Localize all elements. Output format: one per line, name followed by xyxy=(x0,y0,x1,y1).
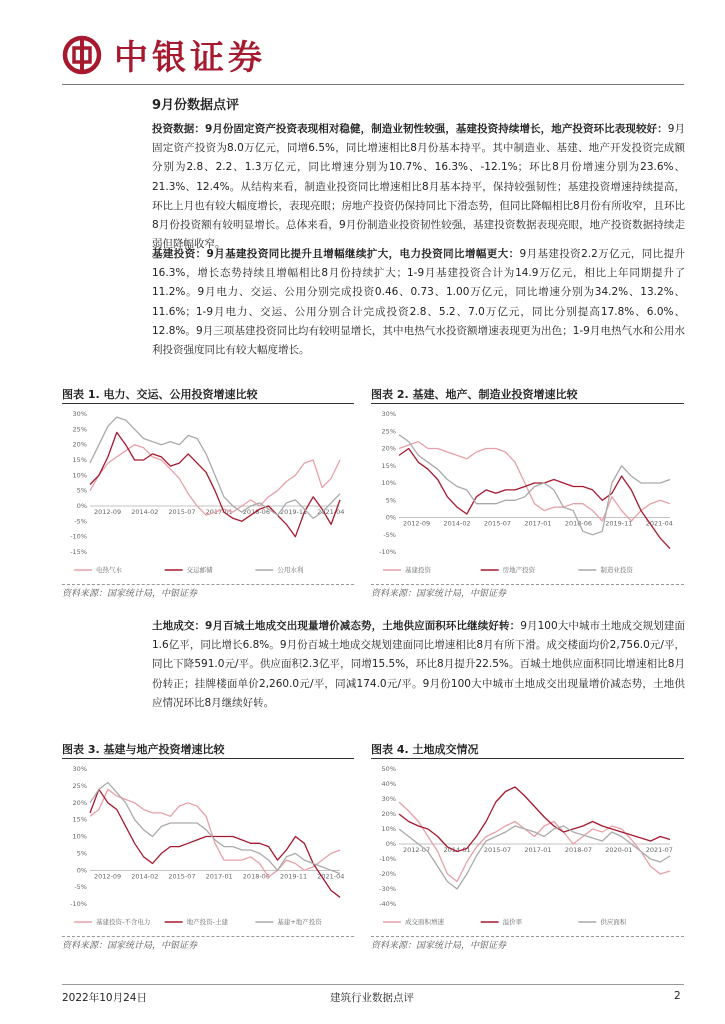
x-tick-label: 2017-01 xyxy=(524,519,552,528)
y-tick-label: 0% xyxy=(76,866,87,875)
line-chart xyxy=(62,406,354,582)
legend-label: 基建投资-不含电力 xyxy=(96,918,151,926)
y-tick-label: -15% xyxy=(70,548,87,556)
x-tick-label: 2015-07 xyxy=(168,508,196,516)
x-tick-label: 2017-01 xyxy=(205,872,233,881)
figure-3-source: 资料来源：国家统计局，中银证券 xyxy=(62,941,198,951)
header-divider xyxy=(62,84,684,85)
figure-4-source: 资料来源：国家统计局，中银证券 xyxy=(371,941,507,951)
y-tick-label: -10% xyxy=(379,855,396,863)
bank-of-china-logo-icon xyxy=(62,35,102,75)
paragraph-lead: 土地成交：9月百城土地成交出现量增价减态势，土地供应面积环比继续好转： xyxy=(152,620,521,632)
paragraph-lead: 基建投资：9月基建投资同比提升且增幅继续扩大，电力投资同比增幅更大： xyxy=(152,248,520,260)
y-tick-label: 40% xyxy=(381,780,396,788)
x-tick-label: 2014-02 xyxy=(131,872,159,881)
y-tick-label: 0% xyxy=(76,502,87,510)
section-title: 9月份数据点评 xyxy=(152,98,240,113)
figure-4-rule xyxy=(371,758,684,759)
line-chart xyxy=(371,406,684,582)
y-tick-label: -5% xyxy=(74,517,87,526)
figure-4-chart xyxy=(371,761,684,934)
x-tick-label: 2018-06 xyxy=(242,508,270,516)
series-line xyxy=(90,432,340,536)
x-tick-label: 2018-06 xyxy=(242,872,270,881)
y-tick-label: 10% xyxy=(381,825,396,833)
figure-1-title: 图表 1. 电力、交运、公用投资增速比较 xyxy=(62,388,258,401)
y-tick-label: 25% xyxy=(381,427,396,436)
figure-2-title: 图表 2. 基建、地产、制造业投资增速比较 xyxy=(371,388,578,401)
x-tick-label: 2014-02 xyxy=(443,519,471,528)
header-logo xyxy=(62,30,266,79)
paragraph-body: 9月100大中城市土地成交规划建面1.6亿平，同比增长6.8%。9月份百城土地成交规划建面同比增速相比8月有所下滑。成交楼面均价2,756.0元/平，同比下降591.0元/平。供应面积2.3亿平，同增15.5%，环比8月提升22.5%。百城土地供应面积同比增速相比8月份转正；挂牌楼面单价2,260.0元/平，同减174.0元/平。9月份100大中城市土地成交出现量增价减态势，土地供应情况环比8月继续好转。 xyxy=(152,620,685,709)
x-tick-label: 2019-11 xyxy=(280,508,308,516)
figure-3-divider xyxy=(62,936,354,937)
y-tick-label: 30% xyxy=(381,410,396,418)
series-line xyxy=(90,445,340,516)
footer-title: 建筑行业数据点评 xyxy=(330,992,414,1004)
x-tick-label: 2018-07 xyxy=(564,846,592,854)
y-tick-label: 5% xyxy=(76,486,87,495)
y-tick-label: 20% xyxy=(381,810,396,818)
y-tick-label: 50% xyxy=(381,765,396,773)
legend-label: 成交面积增速 xyxy=(405,918,444,926)
x-tick-label: 2015-07 xyxy=(483,846,512,854)
series-line xyxy=(90,417,340,518)
y-tick-label: 20% xyxy=(72,440,87,449)
x-tick-label: 2015-07 xyxy=(483,519,512,528)
figure-1-chart xyxy=(62,406,354,582)
y-tick-label: -10% xyxy=(70,900,87,908)
paragraph-body: 9月基建投资2.2万亿元，同比提升16.3%，增长态势持续且增幅相比8月份持续扩大；1-9月基建投资合计为14.9万亿元，相比上年同期提升了11.2%。9月电力、交运、公用分别完成投资0.46、0.73、1.00万亿元，同比增速分别为34.2%、13.2%、11.6%；1-9月电力、交运、公用分别合计完成投资2.8、5.2、7.0万亿元，同比分别提高17.8%、6.0%、12.8%。9月三项基建投资同比均有较明显增长，其中电热气水投资额增速表现更为出色；1-9月电热气水和公用水利投资强度同比有较大幅度增长。 xyxy=(152,248,685,357)
x-tick-label: 2021-07 xyxy=(645,846,673,854)
figure-4-divider xyxy=(371,936,684,937)
x-tick-label: 2014-02 xyxy=(131,508,159,516)
series-line xyxy=(399,449,670,549)
footer-date: 2022年10月24日 xyxy=(62,992,147,1004)
figure-4-title: 图表 4. 土地成交情况 xyxy=(371,743,479,756)
figure-1-rule xyxy=(62,403,354,404)
line-chart xyxy=(62,761,354,934)
y-tick-label: 30% xyxy=(381,795,396,803)
x-tick-label: 2012-07 xyxy=(403,846,431,854)
y-tick-label: 5% xyxy=(76,849,87,858)
figure-2-divider xyxy=(371,584,684,585)
x-tick-label: 2018-06 xyxy=(564,519,592,528)
x-tick-label: 2012-09 xyxy=(94,508,122,516)
y-tick-label: 15% xyxy=(72,815,87,824)
figure-2-source: 资料来源：国家统计局，中银证券 xyxy=(371,589,507,599)
figure-3-title: 图表 3. 基建与地产投资增速比较 xyxy=(62,743,225,756)
y-tick-label: 15% xyxy=(72,456,87,464)
legend-label: 公用水利 xyxy=(277,566,304,574)
y-tick-label: 30% xyxy=(72,765,87,773)
y-tick-label: 0% xyxy=(385,840,396,848)
figure-3-rule xyxy=(62,758,354,759)
legend-label: 供应面积 xyxy=(600,918,627,926)
y-tick-label: 30% xyxy=(72,410,87,418)
page-number: 2 xyxy=(674,990,681,1002)
series-line xyxy=(90,789,340,877)
series-line xyxy=(399,442,670,521)
paragraph-land xyxy=(152,617,685,713)
y-tick-label: 20% xyxy=(381,444,396,453)
y-tick-label: 10% xyxy=(72,832,87,841)
figure-2-rule xyxy=(371,403,684,404)
y-tick-label: -20% xyxy=(379,870,396,878)
footer-divider xyxy=(62,984,684,985)
y-tick-label: 10% xyxy=(72,471,87,480)
x-tick-label: 2021-04 xyxy=(645,519,673,528)
logo-text: 中银证券 xyxy=(114,38,266,78)
figure-3-chart xyxy=(62,761,354,934)
x-tick-label: 2017-01 xyxy=(205,508,233,516)
legend-label: 房地产投资 xyxy=(502,566,536,574)
paragraph-infra xyxy=(152,245,685,360)
legend-label: 基建+地产投资 xyxy=(277,918,322,926)
y-tick-label: -10% xyxy=(379,548,396,556)
y-tick-label: -10% xyxy=(70,532,87,541)
x-tick-label: 2017-01 xyxy=(524,846,552,854)
x-tick-label: 2019-11 xyxy=(605,519,633,528)
paragraph-lead: 投资数据：9月份固定资产投资表现相对稳健，制造业韧性较强，基建投资持续增长，地产投资环比表现较好： xyxy=(152,123,668,135)
x-tick-label: 2020-01 xyxy=(605,846,633,854)
series-line xyxy=(90,783,340,874)
x-tick-label: 2015-07 xyxy=(168,872,196,881)
y-tick-label: 15% xyxy=(381,461,396,470)
figure-1-divider xyxy=(62,584,354,585)
y-tick-label: 25% xyxy=(72,425,87,434)
legend-label: 基建投资 xyxy=(405,566,431,574)
y-tick-label: 10% xyxy=(381,479,396,487)
paragraph-investment xyxy=(152,120,685,254)
legend-label: 交运邮储 xyxy=(186,566,213,574)
x-tick-label: 2014-01 xyxy=(443,846,471,854)
line-chart xyxy=(371,761,684,934)
y-tick-label: 20% xyxy=(72,798,87,807)
x-tick-label: 2021-04 xyxy=(317,508,345,516)
y-tick-label: -5% xyxy=(383,530,396,539)
figure-2-chart xyxy=(371,406,684,582)
legend-label: 地产投资-土建 xyxy=(186,918,229,926)
legend-label: 制造业投资 xyxy=(600,566,633,574)
x-tick-label: 2019-11 xyxy=(280,872,308,881)
x-tick-label: 2021-04 xyxy=(317,872,345,881)
y-tick-label: -40% xyxy=(379,900,396,908)
y-tick-label: 5% xyxy=(385,496,396,505)
x-tick-label: 2012-09 xyxy=(94,872,122,881)
y-tick-label: 25% xyxy=(72,781,87,790)
legend-label: 电热气水 xyxy=(96,566,122,574)
y-tick-label: 0% xyxy=(385,513,396,522)
x-tick-label: 2012-09 xyxy=(403,519,431,528)
paragraph-body: 9月固定资产投资为8.0万亿元，同增6.5%，同比增速相比8月份基本持平。其中制造业、基建、地产开发投资完成额分别为2.8、2.2、1.3万亿元，同比增速分别为10.7%、16.3%、-12.1%；环比8月份增速分别为23.6%、21.3%、12.4%。从结构来看，制造业投资同比增速相比8月基本持平，保持较强韧性；基建投资增速持续提高，环比上月也有较大幅度增长，表现亮眼；房地产投资仍保持同比下滑态势，但同比降幅相比8月份有所收窄，且环比8月份投资额有较明显增长。总体来看，9月份制造业投资韧性较强，基建投资数据表现亮眼，地产投资数据持续走弱但降幅收窄。 xyxy=(152,123,685,251)
y-tick-label: -5% xyxy=(74,883,87,892)
y-tick-label: -30% xyxy=(379,885,396,893)
figure-1-source: 资料来源：国家统计局，中银证券 xyxy=(62,589,198,599)
legend-label: 溢价率 xyxy=(502,918,523,926)
